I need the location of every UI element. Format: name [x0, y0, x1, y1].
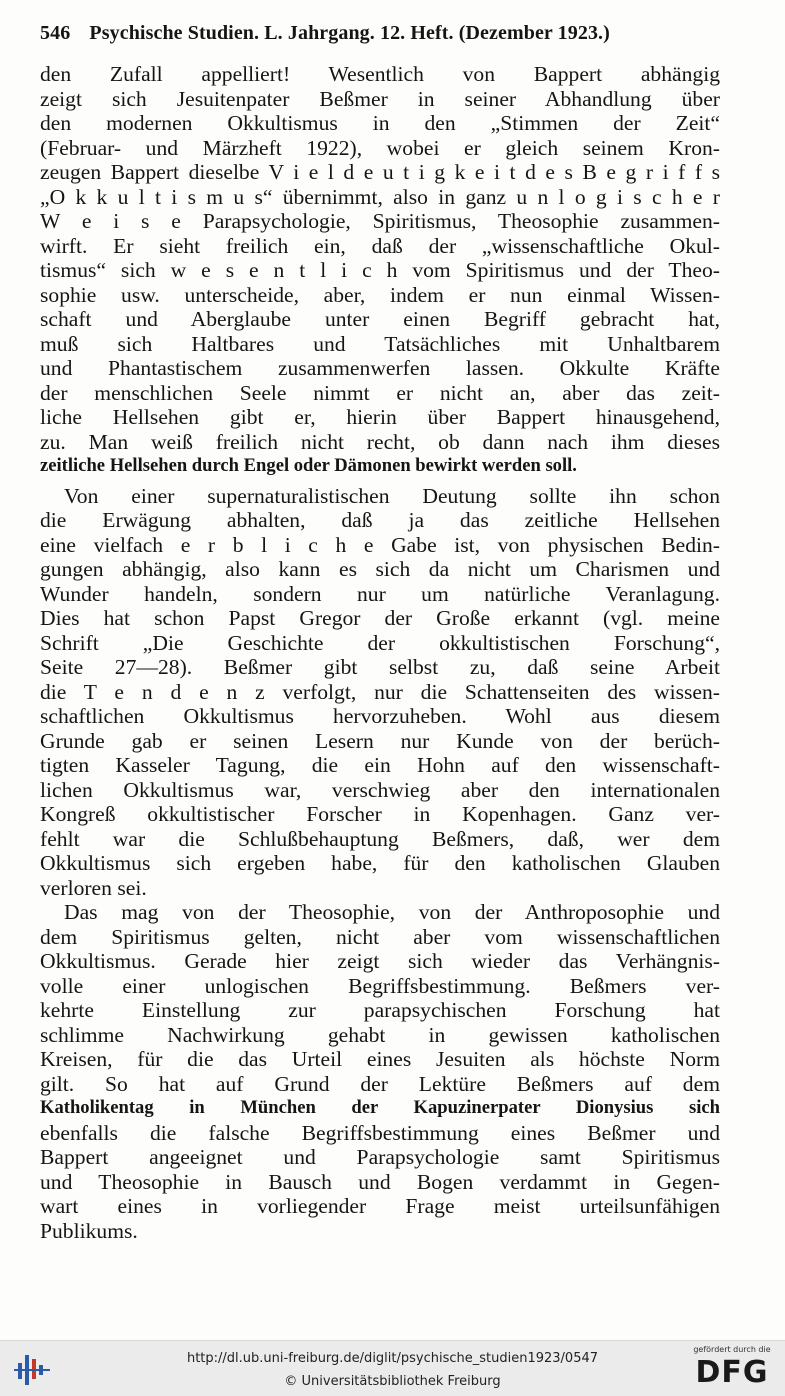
- text-line: und Theosophie in Bausch und Bogen verdammt in Gegen-: [40, 1169, 720, 1194]
- text-line: schaftlichen Okkultismus hervorzuheben. Wohl aus diesem: [40, 704, 720, 728]
- text-line: zeigt sich Jesuitenpater Beßmer in seiner Abhandlung über: [40, 86, 720, 111]
- text-line: muß sich Haltbares und Tatsächliches mit Unhaltbarem: [40, 331, 720, 356]
- text-line: Seite 27—28). Beßmer gibt selbst zu, daß seine Arbeit: [40, 655, 720, 679]
- paragraph-1: [40, 62, 720, 479]
- dfg-mark: DFG: [695, 1355, 769, 1390]
- text-line: W e i s e Parapsychologie, Spiritismus, Theosophie zusammen-: [40, 209, 720, 233]
- body-text: [40, 62, 720, 1243]
- text-line: liche Hellsehen gibt er, hierin über Bappert hinausgehend,: [40, 405, 720, 429]
- text-line: „O k k u l t i s m u s“ übernimmt, also in ganz u n l o g i s c h e r: [40, 184, 720, 209]
- source-url[interactable]: http://dl.ub.uni-freiburg.de/diglit/psychische_studien1923/0547: [186, 1351, 599, 1366]
- text-line: tigten Kasseler Tagung, die ein Hohn auf den wissenschaft-: [40, 753, 720, 777]
- paragraph-3: [40, 900, 720, 1243]
- dfg-logo: [689, 1345, 775, 1393]
- text-line: Grunde gab er seinen Lesern nur Kunde von der berüch-: [40, 728, 720, 753]
- text-line: Kongreß okkultistischer Forscher in Kopenhagen. Ganz ver-: [40, 802, 720, 826]
- text-line: Bappert angeeignet und Parapsychologie samt Spiritismus: [40, 1145, 720, 1169]
- page-number: 546: [40, 22, 71, 44]
- text-line: dem Spiritismus gelten, nicht aber vom wissenschaftlichen: [40, 924, 720, 949]
- text-line: Wunder handeln, sondern nur um natürliche Veranlagung.: [40, 581, 720, 606]
- text-line: Das mag von der Theosophie, von der Anthroposophie und: [64, 900, 720, 924]
- text-line: Katholikentag in München der Kapuzinerpater Dionysius sich: [40, 1097, 720, 1118]
- text-line: der menschlichen Seele nimmt er nicht an, aber das zeit-: [40, 380, 720, 405]
- running-header: [40, 22, 740, 45]
- text-line: die Erwägung abhalten, daß ja das zeitliche Hellsehen: [40, 508, 720, 532]
- text-line: gilt. So hat auf Grund der Lektüre Beßmers auf dem: [40, 1071, 720, 1096]
- text-line: volle einer unlogischen Begriffsbestimmung. Beßmers ver-: [40, 973, 720, 998]
- text-line: zeitliche Hellsehen durch Engel oder Dämonen bewirkt werden soll.: [40, 455, 577, 476]
- running-title: Psychische Studien. L. Jahrgang. 12. Heft. (Dezember 1923.): [89, 22, 610, 44]
- text-line: wirft. Er sieht freilich ein, daß der „wissenschaftliche Okul-: [40, 233, 720, 258]
- text-line: und Phantastischem zusammenwerfen lassen. Okkulte Kräfte: [40, 356, 720, 380]
- text-line: Okkultismus. Gerade hier zeigt sich wieder das Verhängnis-: [40, 949, 720, 973]
- text-line: Schrift „Die Geschichte der okkultistischen Forschung“,: [40, 630, 720, 655]
- copyright-notice: © Universitätsbibliothek Freiburg: [284, 1374, 501, 1389]
- text-line: zu. Man weiß freilich nicht recht, ob dann nach ihm dieses: [40, 429, 720, 454]
- text-line: Kreisen, für die das Urteil eines Jesuiten als höchste Norm: [40, 1047, 720, 1071]
- dfg-subtitle: gefördert durch die: [693, 1345, 771, 1354]
- text-line: ebenfalls die falsche Begriffsbestimmung eines Beßmer und: [40, 1120, 720, 1145]
- text-line: kehrte Einstellung zur parapsychischen Forschung hat: [40, 998, 720, 1022]
- text-line: Von einer supernaturalistischen Deutung sollte ihn schon: [64, 483, 720, 508]
- text-line: gungen abhängig, also kann es sich da nicht um Charismen und: [40, 557, 720, 581]
- viewer-footer: [0, 1340, 785, 1396]
- text-line: verloren sei.: [40, 875, 147, 900]
- text-line: schlimme Nachwirkung gehabt in gewissen katholischen: [40, 1022, 720, 1047]
- text-line: Publikums.: [40, 1218, 138, 1243]
- text-line: (Februar- und Märzheft 1922), wobei er gleich seinem Kron-: [40, 135, 720, 160]
- text-line: Dies hat schon Papst Gregor der Große erkannt (vgl. meine: [40, 606, 720, 630]
- text-line: lichen Okkultismus war, verschwieg aber den internationalen: [40, 777, 720, 802]
- text-line: zeugen Bappert dieselbe V i e l d e u t i g k e i t d e s B e g r i f f s: [40, 160, 720, 184]
- paragraph-2: [40, 484, 720, 901]
- text-line: fehlt war die Schlußbehauptung Beßmers, daß, wer dem: [40, 826, 720, 851]
- text-line: Okkultismus sich ergeben habe, für den katholischen Glauben: [40, 851, 720, 875]
- text-line: den modernen Okkultismus in den „Stimmen der Zeit“: [40, 111, 720, 135]
- text-line: sophie usw. unterscheide, aber, indem er nun einmal Wissen-: [40, 282, 720, 307]
- text-line: den Zufall appelliert! Wesentlich von Bappert abhängig: [40, 62, 720, 86]
- text-line: schaft und Aberglaube unter einen Begriff gebracht hat,: [40, 307, 720, 331]
- text-line: tismus“ sich w e s e n t l i c h vom Spiritismus und der Theo-: [40, 258, 720, 282]
- text-line: die T e n d e n z verfolgt, nur die Schattenseiten des wissen-: [40, 679, 720, 704]
- text-line: wart eines in vorliegender Frage meist urteilsunfähigen: [40, 1194, 720, 1218]
- text-line: eine vielfach e r b l i c h e Gabe ist, von physischen Bedin-: [40, 532, 720, 557]
